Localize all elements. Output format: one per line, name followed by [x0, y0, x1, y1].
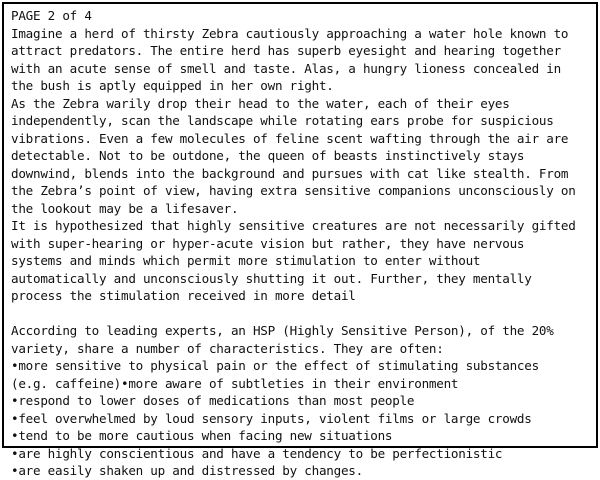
paragraph-hypothesis: [11, 217, 590, 305]
text-line: Imagine a herd of thirsty Zebra cautiously approaching a water hole known to: [11, 25, 569, 41]
text-line: the Zebra’s point of view, having extra sensitive companions unconsciously on: [11, 183, 576, 198]
paragraph-water-hole: [11, 95, 590, 218]
blank-line: [11, 305, 590, 323]
text-line: attract predators. The entire herd has superb eyesight and hearing together: [11, 43, 561, 58]
text-line: According to leading experts, an HSP (Highly Sensitive Person), of the 20%: [11, 323, 554, 338]
text-line: with an acute sense of smell and taste. Alas, a hungry lioness concealed in: [11, 60, 561, 76]
list-item: •tend to be more cautious when facing new situations: [11, 428, 393, 443]
list-item: (e.g. caffeine)•more aware of subtleties in their environment: [11, 375, 459, 391]
text-line: independently, scan the landscape while rotating ears probe for suspicious: [11, 113, 554, 128]
text-line: variety, share a number of characteristics. They are often:: [11, 340, 444, 356]
text-line: downwind, blends into the background and pursues with cat like stealth. From: [11, 165, 569, 181]
paragraph-zebra-intro: [11, 25, 590, 95]
text-line: systems and minds which permit more stimulation to enter without: [11, 253, 481, 268]
text-line: automatically and unconsciously shutting it out. Further, they mentally: [11, 270, 532, 286]
list-item: •feel overwhelmed by loud sensory inputs, violent films or large crowds: [11, 410, 532, 426]
document-page: [2, 2, 598, 478]
text-line: the bush is aptly equipped in her own right.: [11, 78, 334, 93]
text-line: vibrations. Even a few molecules of feline scent wafting through the air are: [11, 130, 569, 146]
page-header: PAGE 2 of 4: [11, 8, 92, 23]
list-item: •respond to lower doses of medications than most people: [11, 393, 415, 408]
list-item: •more sensitive to physical pain or the effect of stimulating substances: [11, 358, 539, 373]
text-line: As the Zebra warily drop their head to the water, each of their eyes: [11, 95, 510, 111]
characteristics-list: [11, 357, 590, 480]
text-line: process the stimulation received in more detail: [11, 288, 356, 303]
list-item: •are easily shaken up and distressed by changes.: [11, 463, 363, 478]
text-line: detectable. Not to be outdone, the queen of beasts instinctively stays: [11, 148, 525, 163]
text-line: It is hypothesized that highly sensitive creatures are not necessarily gifted: [11, 218, 576, 233]
list-item: •are highly conscientious and have a tendency to be perfectionistic: [11, 445, 503, 461]
text-line: the lookout may be a lifesaver.: [11, 200, 239, 216]
paragraph-hsp-intro: [11, 322, 590, 357]
text-line: with super-hearing or hyper-acute vision but rather, they have nervous: [11, 235, 525, 251]
